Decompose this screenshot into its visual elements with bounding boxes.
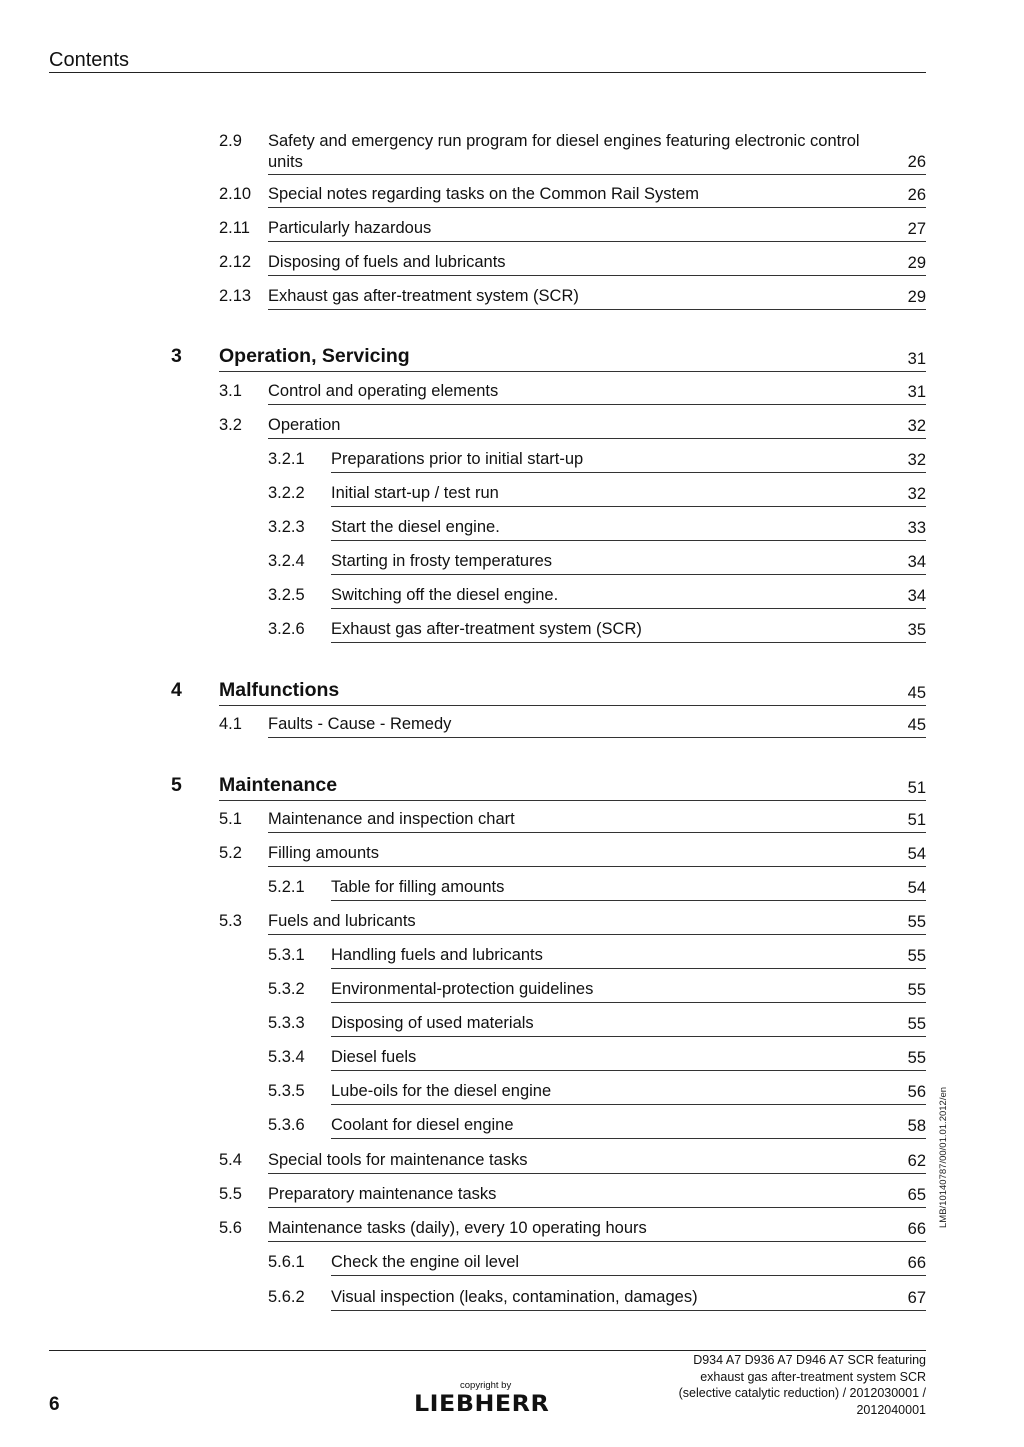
toc-entry-title: Maintenance tasks (daily), every 10 operating hours <box>268 1219 647 1237</box>
toc-entry-title: Switching off the diesel engine. <box>331 586 559 604</box>
toc-entry[interactable] <box>219 809 926 833</box>
toc-entry-number: 5.6.2 <box>268 1288 305 1306</box>
toc-entry-page: 35 <box>907 621 926 639</box>
toc-entry[interactable] <box>219 1150 926 1174</box>
toc-entry-title: Check the engine oil level <box>331 1253 520 1271</box>
toc-entry[interactable] <box>268 483 926 507</box>
document-info-line: D934 A7 D936 A7 D946 A7 SCR featuring <box>693 1353 926 1367</box>
toc-entry-page: 51 <box>907 779 926 797</box>
toc-entry-page: 55 <box>907 981 926 999</box>
toc-entry-page: 26 <box>907 186 926 204</box>
toc-entry-title: Preparatory maintenance tasks <box>268 1185 497 1203</box>
toc-entry[interactable] <box>219 415 926 439</box>
toc-entry[interactable] <box>268 551 926 575</box>
toc-entry-page: 54 <box>907 845 926 863</box>
toc-entry-number: 3.2.5 <box>268 586 305 604</box>
toc-entry-title: Exhaust gas after-treatment system (SCR) <box>331 620 642 638</box>
toc-entry-page: 29 <box>907 288 926 306</box>
toc-entry-title: Exhaust gas after-treatment system (SCR) <box>268 287 579 305</box>
page-number: 6 <box>49 1394 60 1415</box>
toc-entry-page: 45 <box>907 716 926 734</box>
toc-entry-title: Visual inspection (leaks, contamination, damages) <box>331 1288 698 1306</box>
toc-entry-number: 3.2.2 <box>268 484 305 502</box>
toc-entry-number: 5.3.6 <box>268 1116 305 1134</box>
toc-entry-title: Disposing of used materials <box>331 1014 534 1032</box>
document-info-line: (selective catalytic reduction) / 2012030001 / <box>678 1386 926 1400</box>
document-id-side-note: LMB/10140787/00/01.01.2012/en <box>938 1086 949 1228</box>
toc-entry[interactable] <box>268 1287 926 1311</box>
toc-entry-title: Maintenance <box>219 774 338 796</box>
toc-entry[interactable] <box>219 218 926 242</box>
toc-entry[interactable] <box>268 585 926 609</box>
toc-entry-title: Starting in frosty temperatures <box>331 552 553 570</box>
toc-entry-title: Preparations prior to initial start-up <box>331 450 584 468</box>
toc-entry-page: 29 <box>907 254 926 272</box>
toc-entry-page: 51 <box>907 811 926 829</box>
footer-rule <box>49 1350 926 1351</box>
toc-entry-number: 5.3.4 <box>268 1048 305 1066</box>
toc-entry-number: 2.13 <box>219 287 252 305</box>
document-info-line: 2012040001 <box>856 1402 926 1417</box>
toc-entry-page: 34 <box>907 553 926 571</box>
toc-entry-number: 5.4 <box>219 1151 242 1169</box>
toc-entry[interactable] <box>268 1047 926 1071</box>
toc-entry-number: 5 <box>171 774 182 796</box>
toc-entry[interactable] <box>219 286 926 310</box>
toc-entry[interactable] <box>219 1218 926 1242</box>
toc-entry-number: 3.2.1 <box>268 450 305 468</box>
toc-entry-title: Special notes regarding tasks on the Common Rail System <box>268 185 700 203</box>
toc-entry-page: 55 <box>907 1049 926 1067</box>
toc-entry-page: 31 <box>907 350 926 368</box>
toc-entry-number: 5.3 <box>219 912 242 930</box>
toc-entry-number: 2.11 <box>219 219 250 237</box>
toc-entry-page: 66 <box>907 1254 926 1272</box>
toc-entry[interactable] <box>268 619 926 643</box>
toc-entry[interactable] <box>219 843 926 867</box>
toc-entry-number: 5.3.5 <box>268 1082 305 1100</box>
toc-entry-title: Coolant for diesel engine <box>331 1116 514 1134</box>
toc-entry[interactable] <box>268 1115 926 1139</box>
toc-entry-title: Operation, Servicing <box>219 345 410 367</box>
toc-entry-page: 55 <box>907 1015 926 1033</box>
toc-entry-number: 5.3.2 <box>268 980 305 998</box>
toc-entry-title: Handling fuels and lubricants <box>331 946 543 964</box>
toc-entry-title: Table for filling amounts <box>331 878 505 896</box>
toc-entry-title: Control and operating elements <box>268 382 499 400</box>
toc-entry-title: Disposing of fuels and lubricants <box>268 253 506 271</box>
toc-entry-page: 32 <box>907 485 926 503</box>
document-info-line: exhaust gas after-treatment system SCR <box>700 1369 926 1384</box>
toc-entry[interactable] <box>268 449 926 473</box>
toc-entry[interactable] <box>219 381 926 405</box>
toc-entry-number: 5.2 <box>219 844 242 862</box>
toc-entry-number: 3.2 <box>219 416 242 434</box>
toc-entry-page: 32 <box>907 417 926 435</box>
toc-entry-number: 3.2.6 <box>268 620 305 638</box>
toc-entry-number: 3 <box>171 345 182 367</box>
header-title: Contents <box>49 49 130 71</box>
toc-entry[interactable] <box>219 1184 926 1208</box>
toc-entry-number: 5.6 <box>219 1219 242 1237</box>
toc-entry[interactable] <box>268 877 926 901</box>
toc-entry-page: 55 <box>907 913 926 931</box>
toc-entry[interactable] <box>268 1081 926 1105</box>
toc-entry-title: Operation <box>268 416 341 434</box>
toc-entry-page: 67 <box>907 1289 926 1307</box>
toc-entry-title: Safety and emergency run program for diesel engines featuring electronic control units <box>268 132 860 171</box>
toc-entry-number: 2.10 <box>219 185 252 203</box>
toc-entry-page: 66 <box>907 1220 926 1238</box>
toc-entry-title: Diesel fuels <box>331 1048 417 1066</box>
toc-entry-page: 54 <box>907 879 926 897</box>
toc-entry-number: 4 <box>171 679 182 701</box>
copyright-text: copyright by <box>460 1380 512 1391</box>
toc-entry-number: 5.3.3 <box>268 1014 305 1032</box>
toc-entry-number: 5.1 <box>219 810 242 828</box>
toc-entry-title: Initial start-up / test run <box>331 484 499 502</box>
liebherr-logo: LIEBHERR <box>414 1392 550 1417</box>
toc-entry-title: Special tools for maintenance tasks <box>268 1151 528 1169</box>
toc-entry-number: 5.2.1 <box>268 878 305 896</box>
toc-entry-page: 26 <box>907 153 926 171</box>
toc-entry-title: Environmental-protection guidelines <box>331 980 594 998</box>
toc-entry[interactable] <box>219 252 926 276</box>
toc-entry-page: 56 <box>907 1083 926 1101</box>
toc-entry-page: 62 <box>907 1152 926 1170</box>
toc-entry-page: 58 <box>907 1117 926 1135</box>
toc-entry-page: 31 <box>907 383 926 401</box>
toc-entry-number: 4.1 <box>219 715 242 733</box>
toc-entry-number: 5.3.1 <box>268 946 305 964</box>
toc-entry[interactable] <box>268 979 926 1003</box>
toc-entry[interactable] <box>268 517 926 541</box>
toc-entry-title: Filling amounts <box>268 844 379 862</box>
toc-entry-page: 45 <box>907 684 926 702</box>
toc-entry-number: 3.1 <box>219 382 242 400</box>
toc-entry[interactable] <box>268 1252 926 1276</box>
toc-entry-title: Faults - Cause - Remedy <box>268 715 452 733</box>
toc-entry-number: 5.5 <box>219 1185 242 1203</box>
toc-entry-title: Maintenance and inspection chart <box>268 810 515 828</box>
toc-chapter[interactable] <box>171 775 926 801</box>
toc-entry-number: 3.2.4 <box>268 552 305 570</box>
toc-entry-page: 65 <box>907 1186 926 1204</box>
toc-entry-title: Start the diesel engine. <box>331 518 500 536</box>
toc-entry-page: 55 <box>907 947 926 965</box>
toc-entry-page: 33 <box>907 519 926 537</box>
toc-entry-number: 2.12 <box>219 253 252 271</box>
document-info <box>606 1352 926 1418</box>
toc-entry-title: Malfunctions <box>219 679 340 701</box>
toc-entry-title: Fuels and lubricants <box>268 912 416 930</box>
toc-entry-number: 3.2.3 <box>268 518 305 536</box>
toc-entry[interactable] <box>268 1013 926 1037</box>
toc-entry[interactable] <box>219 911 926 935</box>
toc-entry[interactable] <box>219 714 926 738</box>
toc-entry-page: 27 <box>907 220 926 238</box>
toc-entry-number: 2.9 <box>219 132 242 150</box>
toc-entry-title: Lube-oils for the diesel engine <box>331 1082 552 1100</box>
toc-entry-title: Particularly hazardous <box>268 219 432 237</box>
toc-entry[interactable] <box>219 184 926 208</box>
toc-entry-page: 32 <box>907 451 926 469</box>
toc-entry-number: 5.6.1 <box>268 1253 305 1271</box>
toc-entry-page: 34 <box>907 587 926 605</box>
toc-entry[interactable] <box>268 945 926 969</box>
toc-chapter[interactable] <box>171 680 926 706</box>
toc-chapter[interactable] <box>171 346 926 372</box>
toc-entry[interactable] <box>219 131 926 175</box>
